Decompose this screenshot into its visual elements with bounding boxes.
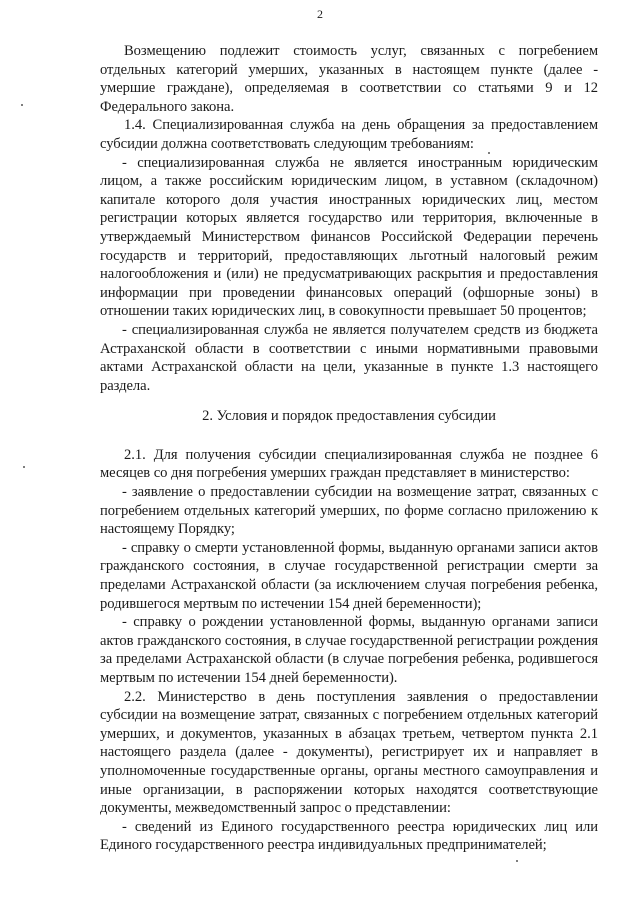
paragraph-birth-certificate: - справку о рождении установленной формы, выданную органами записи актов гражданского состояния, в случае государственной регистрации рождения за пределами Астраханской области (в случае погребения ребенка, родившегося мертвым по истечении 154 дней беременности). [100, 614, 598, 686]
scan-speck [23, 466, 25, 468]
paragraph-registry-info: - сведений из Единого государственного реестра юридических лиц или Единого государственного реестра индивидуальных предпринимателей; [100, 818, 598, 854]
paragraph-requirement-budget: - специализированная служба не является получателем средств из бюджета Астраханской области в соответствии с иными нормативными правовыми актами Астраханской области на цели, указанные в пункте 1.3 настоящего раздела. [100, 321, 598, 394]
section-heading: 2. Условия и порядок предоставления субсидии [202, 408, 496, 425]
document-body [100, 42, 598, 855]
paragraph-1-4: 1.4. Специализированная служба на день обращения за предоставлением субсидии должна соответствовать следующим требованиям: [100, 117, 598, 152]
page-number: 2 [317, 7, 323, 21]
paragraph-2-1: 2.1. Для получения субсидии специализированная служба не позднее 6 месяцев со дня погребения умерших граждан представляет в министерство: [100, 446, 598, 482]
paragraph-2-2: 2.2. Министерство в день поступления заявления о предоставлении субсидии на возмещение затрат, связанных с погребением отдельных категорий умерших, и документов, указанных в абзацах третьем, четвертом пункта 2.1 настоящего раздела (далее - документы), регистрирует их и направляет в уполномоченные государственные органы, органы местного самоуправления и иные организации, в распоряжении которых находятся соответствующие документы, межведомственный запрос о представлении: [100, 688, 598, 817]
scan-speck [516, 860, 518, 862]
paragraph-reimbursement: Возмещению подлежит стоимость услуг, связанных с погребением отдельных категорий умерших, указанных в настоящем пункте (далее - умершие граждане), определяемая в соответствии со статьями 9 и 12 Федерального закона. [100, 43, 598, 115]
paragraph-application: - заявление о предоставлении субсидии на возмещение затрат, связанных с погребением отдельных категорий умерших, по форме согласно приложению к настоящему Порядку; [100, 484, 598, 538]
paragraph-requirement-foreign: - специализированная служба не является иностранным юридическим лицом, а также российским юридическим лицом, в уставном (складочном) капитале которого доля участия иностранных юридических лиц, местом регистрации которых является государство или территория, включенные в утверждаемый Министерством финансов Российской Федерации перечень государств и территорий, предоставляющих льготный налоговый режим налогообложения и (или) не предусматривающих раскрытия и предоставления информации при проведении финансовых операций (офшорные зоны) в отношении таких юридических лиц, в совокупности превышает 50 процентов; [100, 154, 598, 320]
paragraph-death-certificate: - справку о смерти установленной формы, выданную органами записи актов гражданского состояния, в случае государственной регистрации смерти за пределами Астраханской области (за исключением случая погребения ребенка, родившегося мертвым по истечении 154 дней беременности); [100, 539, 598, 612]
scan-speck [21, 104, 23, 106]
scan-speck [488, 152, 490, 154]
